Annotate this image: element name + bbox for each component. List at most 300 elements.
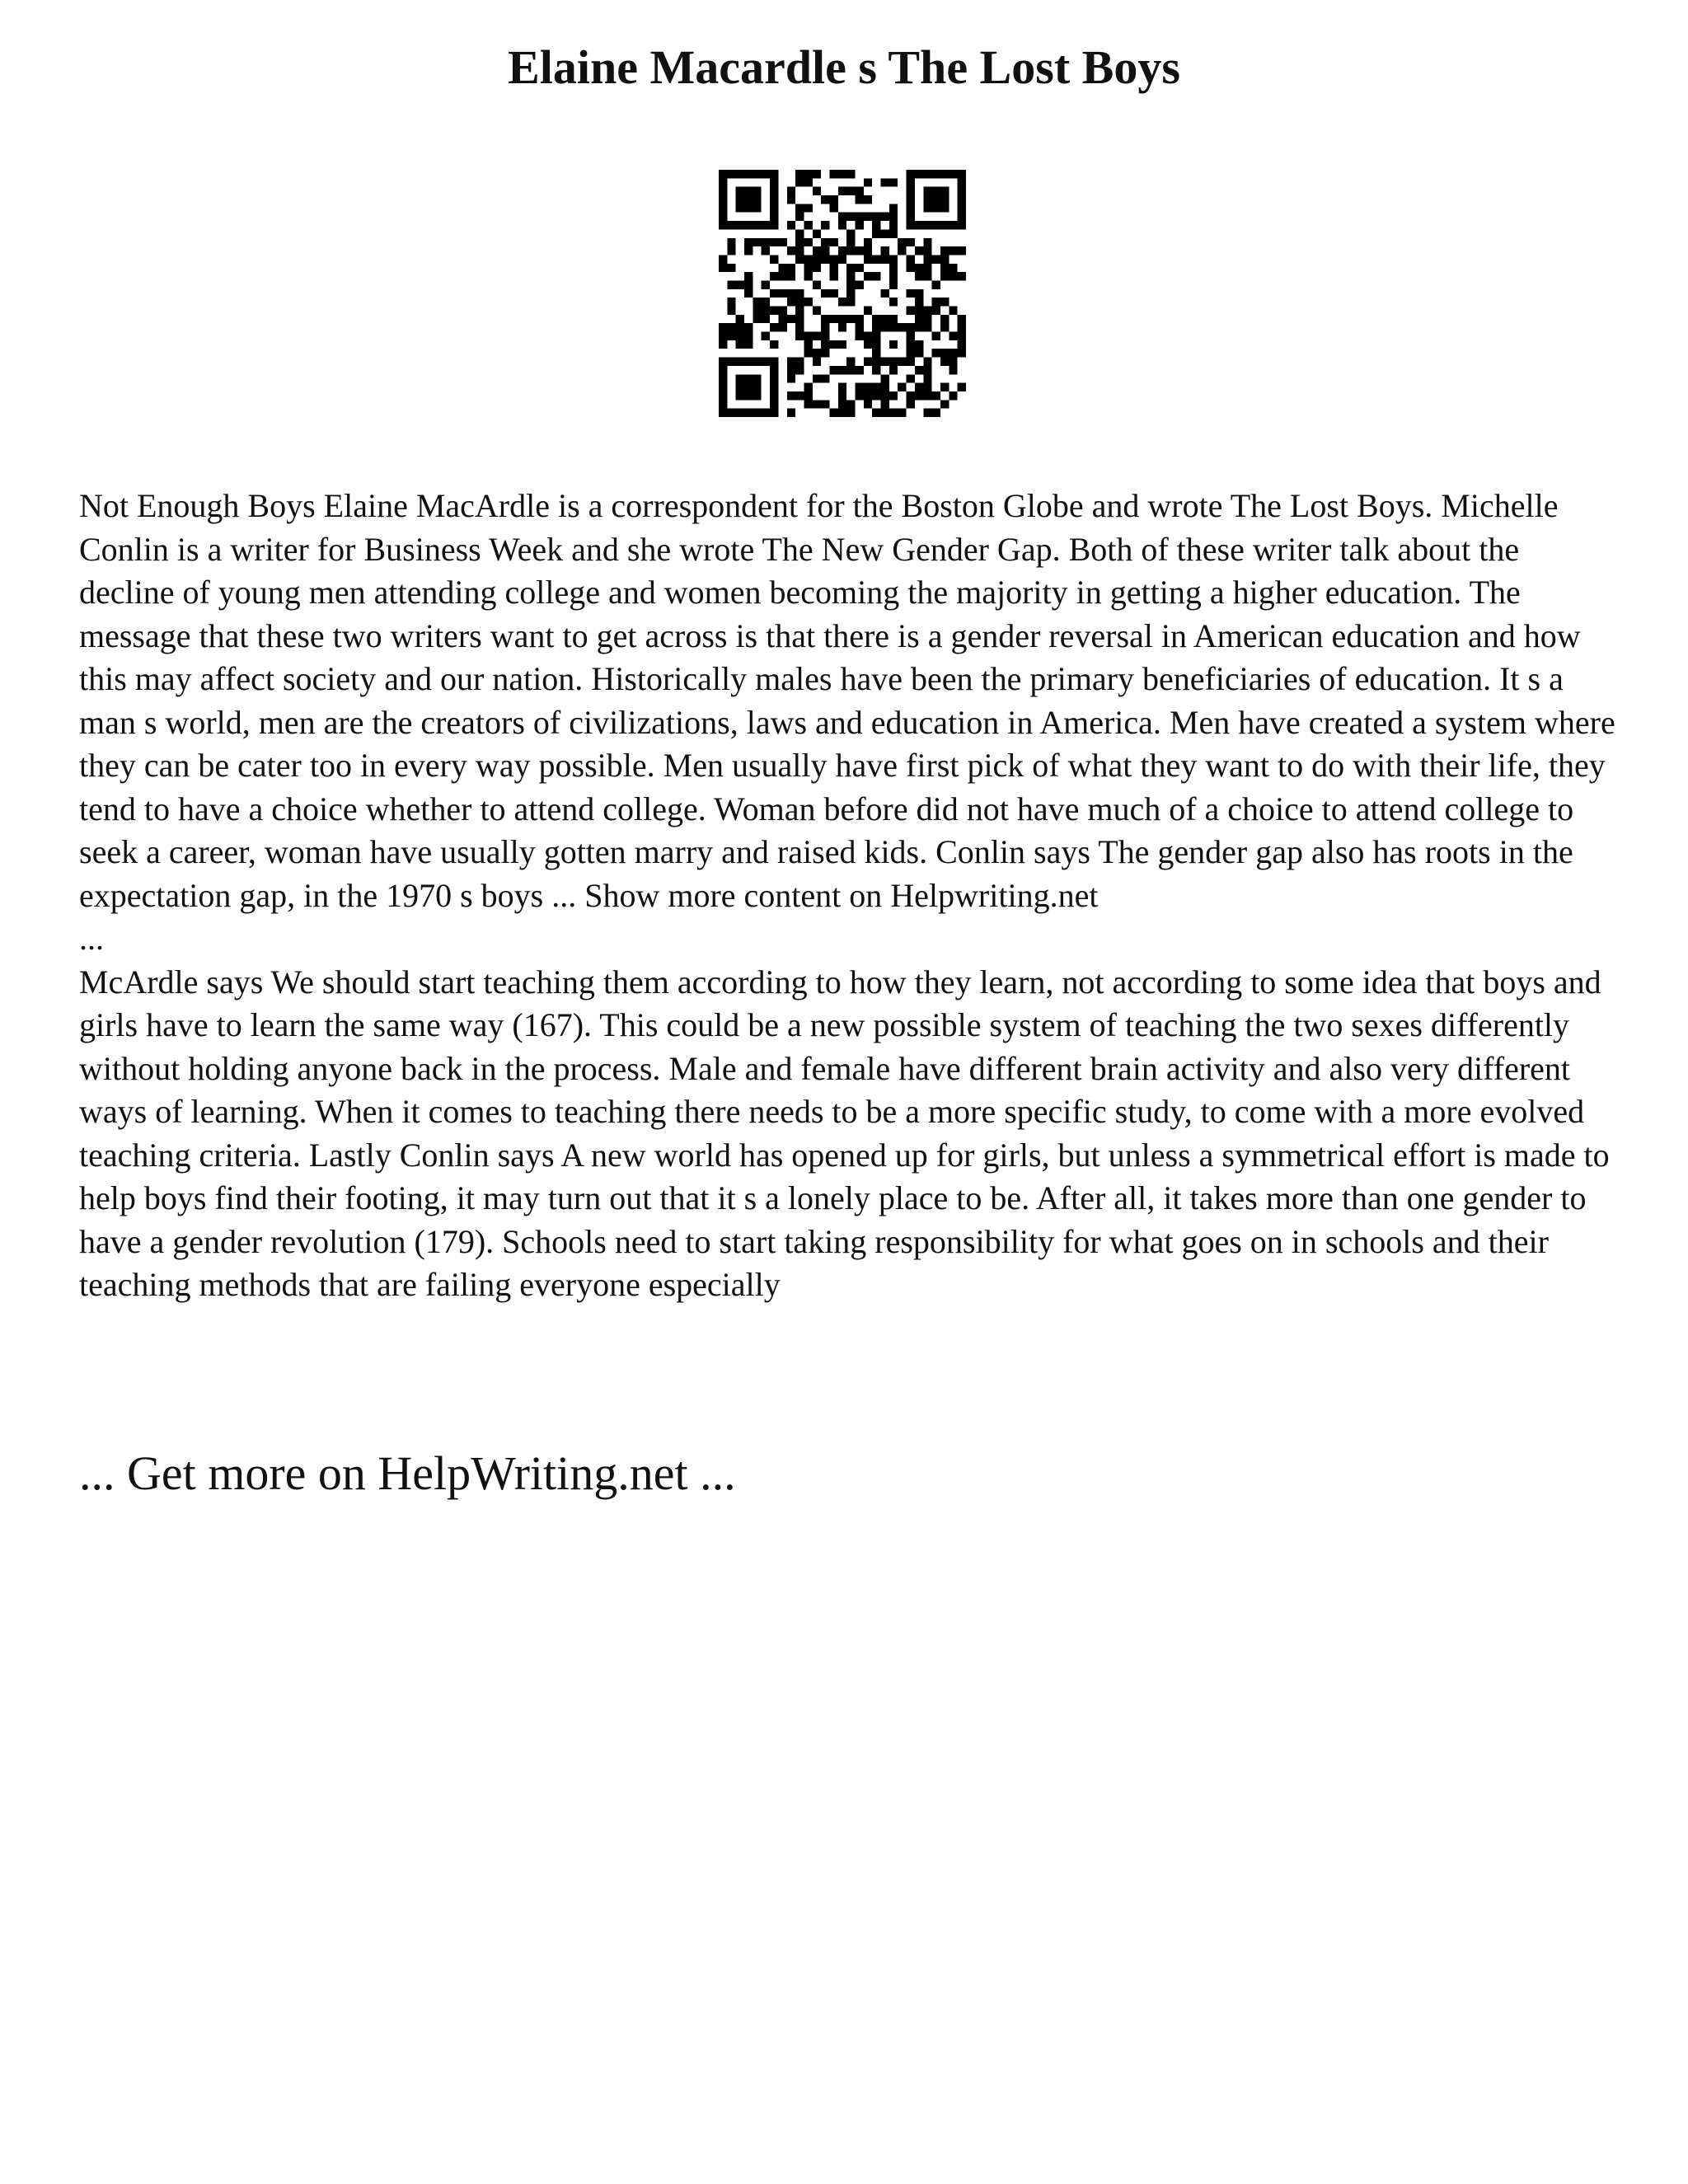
qr-module xyxy=(795,204,804,212)
paragraph-2 xyxy=(79,961,1620,1307)
qr-module xyxy=(829,170,837,178)
qr-module xyxy=(829,255,837,263)
qr-module xyxy=(804,255,812,263)
qr-module xyxy=(889,315,898,323)
qr-module xyxy=(838,409,846,417)
qr-module xyxy=(744,246,753,255)
qr-module xyxy=(821,315,829,323)
qr-module xyxy=(915,391,923,400)
qr-module xyxy=(736,332,744,340)
qr-module xyxy=(889,221,898,229)
qr-module xyxy=(787,366,795,374)
qr-module xyxy=(915,315,923,323)
qr-module xyxy=(795,178,804,186)
qr-module xyxy=(744,289,753,298)
qr-module xyxy=(949,272,957,280)
qr-module xyxy=(813,280,821,288)
qr-module xyxy=(932,332,940,340)
qr-module xyxy=(804,298,812,306)
qr-module xyxy=(744,238,753,246)
qr-module xyxy=(770,358,778,366)
qr-module xyxy=(762,170,770,178)
qr-module xyxy=(736,391,744,400)
qr-module xyxy=(846,315,855,323)
qr-module xyxy=(813,170,821,178)
article-body xyxy=(79,485,1620,1307)
qr-module xyxy=(940,298,949,306)
qr-module xyxy=(907,178,915,186)
qr-module xyxy=(864,195,872,204)
qr-module xyxy=(881,409,889,417)
qr-module xyxy=(907,323,915,331)
qr-module xyxy=(813,264,821,272)
qr-module xyxy=(821,238,829,246)
qr-module xyxy=(940,170,949,178)
qr-module xyxy=(838,298,846,306)
qr-module xyxy=(795,332,804,340)
qr-module xyxy=(958,204,966,212)
qr-module xyxy=(949,358,957,366)
qr-module xyxy=(923,315,931,323)
qr-module xyxy=(787,298,795,306)
qr-module xyxy=(795,307,804,315)
qr-module xyxy=(958,383,966,391)
qr-module xyxy=(958,221,966,229)
qr-module xyxy=(958,187,966,195)
qr-module xyxy=(932,170,940,178)
qr-module xyxy=(846,246,855,255)
qr-module xyxy=(719,383,727,391)
qr-module xyxy=(932,349,940,357)
qr-module xyxy=(889,280,898,288)
qr-module xyxy=(856,323,864,331)
qr-module xyxy=(958,332,966,340)
qr-module xyxy=(907,289,915,298)
qr-module xyxy=(907,358,915,366)
qr-module xyxy=(846,298,855,306)
qr-module xyxy=(813,307,821,315)
qr-module xyxy=(864,340,872,349)
qr-module xyxy=(872,255,880,263)
qr-module xyxy=(821,340,829,349)
qr-module xyxy=(804,340,812,349)
qr-code xyxy=(719,170,966,417)
qr-module xyxy=(923,391,931,400)
qr-module xyxy=(949,349,957,357)
qr-module xyxy=(744,340,753,349)
qr-module xyxy=(719,213,727,221)
qr-module xyxy=(846,366,855,374)
qr-module xyxy=(846,229,855,237)
qr-module xyxy=(736,280,744,288)
qr-module xyxy=(958,170,966,178)
qr-module xyxy=(932,307,940,315)
qr-module xyxy=(813,332,821,340)
qr-module xyxy=(821,255,829,263)
qr-module xyxy=(727,280,735,288)
qr-module xyxy=(898,383,906,391)
qr-module xyxy=(770,374,778,382)
qr-module xyxy=(907,391,915,400)
qr-module xyxy=(719,323,727,331)
qr-module xyxy=(719,170,727,178)
qr-module xyxy=(907,400,915,408)
qr-module xyxy=(838,187,846,195)
qr-module xyxy=(889,213,898,221)
qr-module xyxy=(889,272,898,280)
qr-module xyxy=(770,383,778,391)
qr-module xyxy=(949,332,957,340)
qr-module xyxy=(829,272,837,280)
qr-module xyxy=(753,307,761,315)
qr-module xyxy=(787,358,795,366)
qr-module xyxy=(813,229,821,237)
qr-module xyxy=(872,213,880,221)
qr-module xyxy=(795,289,804,298)
qr-module xyxy=(856,221,864,229)
qr-module xyxy=(719,340,727,349)
qr-module xyxy=(907,349,915,357)
qr-module xyxy=(727,358,735,366)
qr-module xyxy=(804,400,812,408)
qr-module xyxy=(787,409,795,417)
qr-module xyxy=(719,332,727,340)
qr-module xyxy=(932,195,940,204)
qr-module xyxy=(872,332,880,340)
qr-module xyxy=(804,204,812,212)
qr-module xyxy=(719,187,727,195)
qr-module xyxy=(753,170,761,178)
qr-module xyxy=(915,246,923,255)
qr-module xyxy=(949,170,957,178)
qr-module xyxy=(864,391,872,400)
qr-module xyxy=(753,391,761,400)
qr-module xyxy=(744,170,753,178)
qr-module xyxy=(889,255,898,263)
qr-module xyxy=(872,383,880,391)
qr-module xyxy=(898,358,906,366)
qr-module xyxy=(846,213,855,221)
qr-module xyxy=(915,221,923,229)
qr-module xyxy=(856,246,864,255)
qr-module xyxy=(727,409,735,417)
qr-module xyxy=(889,178,898,186)
qr-module xyxy=(923,195,931,204)
qr-module xyxy=(940,272,949,280)
qr-module xyxy=(727,221,735,229)
qr-module xyxy=(804,170,812,178)
qr-module xyxy=(753,298,761,306)
qr-module xyxy=(829,238,837,246)
qr-module xyxy=(736,195,744,204)
qr-module xyxy=(907,340,915,349)
qr-module xyxy=(770,307,778,315)
qr-module xyxy=(829,289,837,298)
qr-module xyxy=(838,400,846,408)
qr-module xyxy=(915,383,923,391)
qr-module xyxy=(881,383,889,391)
qr-module xyxy=(770,238,778,246)
qr-module xyxy=(821,195,829,204)
qr-module xyxy=(846,264,855,272)
qr-module xyxy=(719,374,727,382)
qr-module xyxy=(744,374,753,382)
qr-module xyxy=(838,366,846,374)
qr-module xyxy=(838,323,846,331)
qr-module xyxy=(787,246,795,255)
qr-module xyxy=(821,400,829,408)
qr-module xyxy=(736,340,744,349)
qr-module xyxy=(795,323,804,331)
qr-module xyxy=(958,178,966,186)
qr-module xyxy=(915,349,923,357)
qr-module xyxy=(881,374,889,382)
qr-module xyxy=(846,170,855,178)
qr-module xyxy=(856,383,864,391)
qr-module xyxy=(770,178,778,186)
qr-module xyxy=(923,187,931,195)
qr-module xyxy=(762,332,770,340)
qr-module xyxy=(838,221,846,229)
qr-module xyxy=(770,400,778,408)
qr-module xyxy=(898,323,906,331)
qr-module xyxy=(727,170,735,178)
qr-module xyxy=(753,315,761,323)
qr-module xyxy=(727,298,735,306)
qr-module xyxy=(864,213,872,221)
qr-module xyxy=(949,307,957,315)
qr-module xyxy=(864,358,872,366)
qr-module xyxy=(838,315,846,323)
qr-module xyxy=(736,383,744,391)
qr-module xyxy=(940,264,949,272)
qr-module xyxy=(829,195,837,204)
qr-module xyxy=(821,289,829,298)
qr-module xyxy=(958,246,966,255)
qr-module xyxy=(719,391,727,400)
qr-module xyxy=(923,272,931,280)
qr-module xyxy=(889,298,898,306)
qr-module xyxy=(889,229,898,237)
qr-module xyxy=(736,221,744,229)
qr-module xyxy=(719,358,727,366)
qr-module xyxy=(778,238,786,246)
qr-module xyxy=(719,409,727,417)
qr-module xyxy=(736,374,744,382)
qr-module xyxy=(923,307,931,315)
qr-module xyxy=(770,170,778,178)
qr-module xyxy=(907,264,915,272)
qr-module xyxy=(821,246,829,255)
qr-module xyxy=(838,340,846,349)
qr-module xyxy=(864,272,872,280)
qr-module xyxy=(923,264,931,272)
qr-module xyxy=(958,315,966,323)
qr-module xyxy=(795,255,804,263)
qr-module xyxy=(907,374,915,382)
qr-module xyxy=(958,272,966,280)
qr-module xyxy=(958,213,966,221)
qr-module xyxy=(744,221,753,229)
qr-module xyxy=(872,315,880,323)
qr-module xyxy=(923,238,931,246)
qr-module xyxy=(744,358,753,366)
qr-module xyxy=(907,213,915,221)
qr-module xyxy=(770,195,778,204)
qr-module xyxy=(762,409,770,417)
qr-module xyxy=(795,246,804,255)
qr-module xyxy=(813,400,821,408)
qr-module xyxy=(736,323,744,331)
qr-module xyxy=(958,323,966,331)
qr-module xyxy=(940,358,949,366)
qr-module xyxy=(744,391,753,400)
qr-module xyxy=(872,272,880,280)
qr-module xyxy=(744,409,753,417)
qr-module xyxy=(736,358,744,366)
qr-module xyxy=(736,187,744,195)
qr-module xyxy=(923,409,931,417)
qr-module xyxy=(804,221,812,229)
qr-module xyxy=(838,383,846,391)
qr-module xyxy=(864,307,872,315)
qr-module xyxy=(932,298,940,306)
qr-module xyxy=(719,400,727,408)
qr-module xyxy=(838,213,846,221)
qr-module xyxy=(907,332,915,340)
qr-module xyxy=(727,332,735,340)
qr-module xyxy=(719,195,727,204)
qr-module xyxy=(915,264,923,272)
qr-module xyxy=(753,409,761,417)
qr-module xyxy=(744,280,753,288)
qr-module xyxy=(787,391,795,400)
qr-module xyxy=(778,307,786,315)
qr-module xyxy=(856,213,864,221)
qr-module xyxy=(881,246,889,255)
qr-module xyxy=(762,221,770,229)
qr-module xyxy=(795,366,804,374)
qr-module xyxy=(856,315,864,323)
qr-module xyxy=(846,187,855,195)
qr-module xyxy=(778,264,786,272)
qr-module xyxy=(744,204,753,212)
qr-module xyxy=(949,391,957,400)
qr-module xyxy=(727,264,735,272)
qr-module xyxy=(727,307,735,315)
qr-module xyxy=(753,383,761,391)
qr-module xyxy=(856,264,864,272)
qr-module xyxy=(889,391,898,400)
qr-module xyxy=(932,409,940,417)
qr-module xyxy=(923,323,931,331)
qr-module xyxy=(915,340,923,349)
qr-module xyxy=(719,204,727,212)
qr-module xyxy=(770,255,778,263)
qr-module xyxy=(821,374,829,382)
qr-module xyxy=(898,246,906,255)
qr-module xyxy=(872,366,880,374)
qr-module xyxy=(829,204,837,212)
qr-module xyxy=(923,358,931,366)
qr-module xyxy=(881,315,889,323)
qr-module xyxy=(753,187,761,195)
qr-module xyxy=(940,323,949,331)
qr-module xyxy=(795,298,804,306)
qr-module xyxy=(804,178,812,186)
qr-module xyxy=(762,307,770,315)
qr-module xyxy=(795,213,804,221)
qr-module xyxy=(856,280,864,288)
qr-module xyxy=(787,187,795,195)
qr-module xyxy=(907,187,915,195)
qr-module xyxy=(915,289,923,298)
qr-module xyxy=(770,204,778,212)
qr-module xyxy=(821,332,829,340)
qr-module xyxy=(838,255,846,263)
qr-module xyxy=(753,204,761,212)
qr-module xyxy=(949,366,957,374)
qr-module xyxy=(727,323,735,331)
qr-module xyxy=(719,178,727,186)
get-more-link[interactable]: ... Get more on HelpWriting.net ... xyxy=(79,1446,736,1500)
qr-module xyxy=(889,323,898,331)
qr-module xyxy=(753,195,761,204)
qr-module xyxy=(915,272,923,280)
qr-module xyxy=(804,238,812,246)
paragraph-2-text: McArdle says We should start teaching them according to how they learn, not according to some idea that boys and girls have to learn the same way (167). This could be a new possible system of teaching the two sexes differently without holding anyone back in the process. Male and female have different brain activity and also very different ways of learning. When it comes to teaching there needs to be a more specific study, to come with a more evolved teaching criteria. Lastly Conlin says A new world has opened up for girls, but unless a symmetrical effort is made to help boys find their footing, it may turn out that it s a lonely place to be. After all, it takes more than one gender to have a gender revolution (179). Schools need to start taking responsibility for what goes on in schools and their teaching methods that are failing everyone especially xyxy=(79,963,1610,1303)
qr-module xyxy=(770,213,778,221)
qr-module xyxy=(744,187,753,195)
qr-module xyxy=(907,255,915,263)
qr-module xyxy=(813,187,821,195)
qr-module xyxy=(770,366,778,374)
qr-module xyxy=(846,272,855,280)
qr-module xyxy=(813,255,821,263)
qr-module xyxy=(889,264,898,272)
qr-module xyxy=(762,315,770,323)
document-title: Elaine Macardle s The Lost Boys xyxy=(508,40,1180,94)
qr-module xyxy=(907,204,915,212)
qr-module xyxy=(881,178,889,186)
qr-module xyxy=(856,195,864,204)
qr-module xyxy=(915,307,923,315)
qr-module xyxy=(762,358,770,366)
qr-module xyxy=(958,195,966,204)
qr-module xyxy=(940,349,949,357)
qr-module xyxy=(856,332,864,340)
qr-module xyxy=(932,391,940,400)
qr-module xyxy=(932,255,940,263)
qr-module xyxy=(907,221,915,229)
qr-module xyxy=(770,323,778,331)
qr-module xyxy=(787,289,795,298)
qr-module xyxy=(846,280,855,288)
qr-module xyxy=(813,349,821,357)
qr-module xyxy=(923,170,931,178)
qr-module xyxy=(762,298,770,306)
qr-module xyxy=(821,349,829,357)
qr-module xyxy=(744,332,753,340)
qr-module xyxy=(787,272,795,280)
qr-module xyxy=(907,238,915,246)
qr-module xyxy=(846,358,855,366)
qr-module xyxy=(881,400,889,408)
qr-module xyxy=(753,221,761,229)
qr-module xyxy=(744,323,753,331)
qr-module xyxy=(932,221,940,229)
qr-module xyxy=(770,221,778,229)
